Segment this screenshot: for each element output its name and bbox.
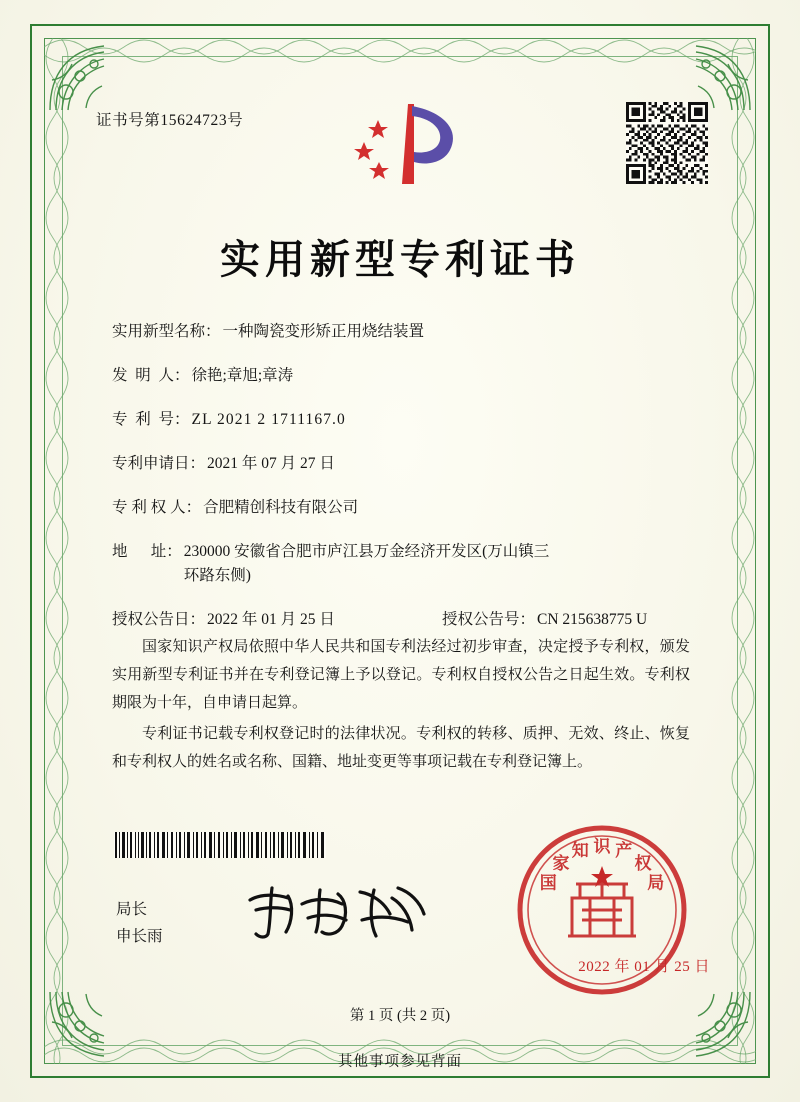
field-row-name [112, 320, 702, 344]
svg-text:国: 国 [539, 873, 557, 893]
field-label-patent-no: 专 利 号： [112, 411, 190, 429]
field-row-application-date [112, 452, 702, 476]
svg-text:家: 家 [552, 853, 570, 873]
field-value-grant-date: 2022 年 01 月 25 日 [207, 611, 335, 629]
field-row-inventor [112, 364, 702, 388]
field-row-grant [112, 608, 702, 632]
svg-text:权: 权 [634, 853, 652, 873]
field-row-patent-no [112, 408, 702, 432]
barcode-icon [114, 832, 326, 858]
certificate-number: 证书号第15624723号 [96, 112, 244, 129]
page-title: 实用新型专利证书 [220, 237, 580, 282]
svg-text:产: 产 [615, 841, 633, 861]
cnipa-logo-icon [352, 96, 468, 192]
footer-note: 其他事项参见背面 [338, 1054, 462, 1070]
svg-text:局: 局 [647, 873, 665, 893]
field-value-application-date: 2021 年 07 月 27 日 [207, 455, 335, 473]
field-label-grant-date: 授权公告日： [112, 611, 206, 629]
field-label-patentee: 专 利 权 人： [112, 499, 202, 517]
field-value-grant-no: CN 215638775 U [537, 611, 648, 629]
handwritten-signature-icon [242, 880, 432, 944]
field-value-patentee: 合肥精创科技有限公司 [203, 499, 359, 517]
address-line-1: 230000 安徽省合肥市庐江县万金经济开发区(万山镇三 [183, 543, 550, 561]
address-line-2: 环路东侧) [183, 567, 251, 585]
qr-code-icon [626, 102, 708, 184]
svg-text:识: 识 [593, 837, 611, 856]
field-label-application-date: 专利申请日： [112, 455, 206, 473]
corner-ornament-icon [46, 40, 120, 114]
legal-paragraph-2: 专利证书记载专利权登记时的法律状况。专利权的转移、质押、无效、终止、恢复和专利权人的姓名或名称、国籍、地址变更等事项记载在专利登记簿上。 [112, 726, 690, 770]
field-value-address [182, 540, 702, 588]
legal-text [112, 634, 690, 781]
director-name-label: 申长雨 [116, 928, 163, 946]
field-row-patentee [112, 496, 702, 520]
field-value-name: 一种陶瓷变形矫正用烧结装置 [222, 323, 425, 340]
field-value-patent-no: ZL 2021 2 1711167.0 [191, 411, 346, 429]
field-row-address [112, 540, 702, 588]
grant-date-group [112, 608, 442, 632]
field-label-grant-no: 授权公告号： [442, 611, 536, 629]
director-role-label: 局长 [116, 901, 148, 918]
field-label-inventor: 发 明 人： [112, 367, 190, 385]
legal-paragraph-1: 国家知识产权局依照中华人民共和国专利法经过初步审查，决定授予专利权，颁发实用新型专利证书并在专利登记簿上予以登记。专利权自授权公告之日起生效。专利权期限为十年，自申请日起算。 [112, 639, 690, 711]
seal-date: 2022 年 01 月 25 日 [578, 959, 710, 975]
page-number: 第 1 页 (共 2 页) [349, 1008, 451, 1024]
field-value-inventor: 徐艳;章旭;章涛 [191, 367, 294, 385]
field-label-address: 地 址： [112, 543, 182, 561]
svg-text:知: 知 [571, 841, 589, 861]
signature-labels [116, 896, 163, 950]
patent-fields [112, 320, 702, 652]
field-label-name: 实用新型名称： [112, 323, 221, 340]
grant-no-group [442, 608, 702, 632]
